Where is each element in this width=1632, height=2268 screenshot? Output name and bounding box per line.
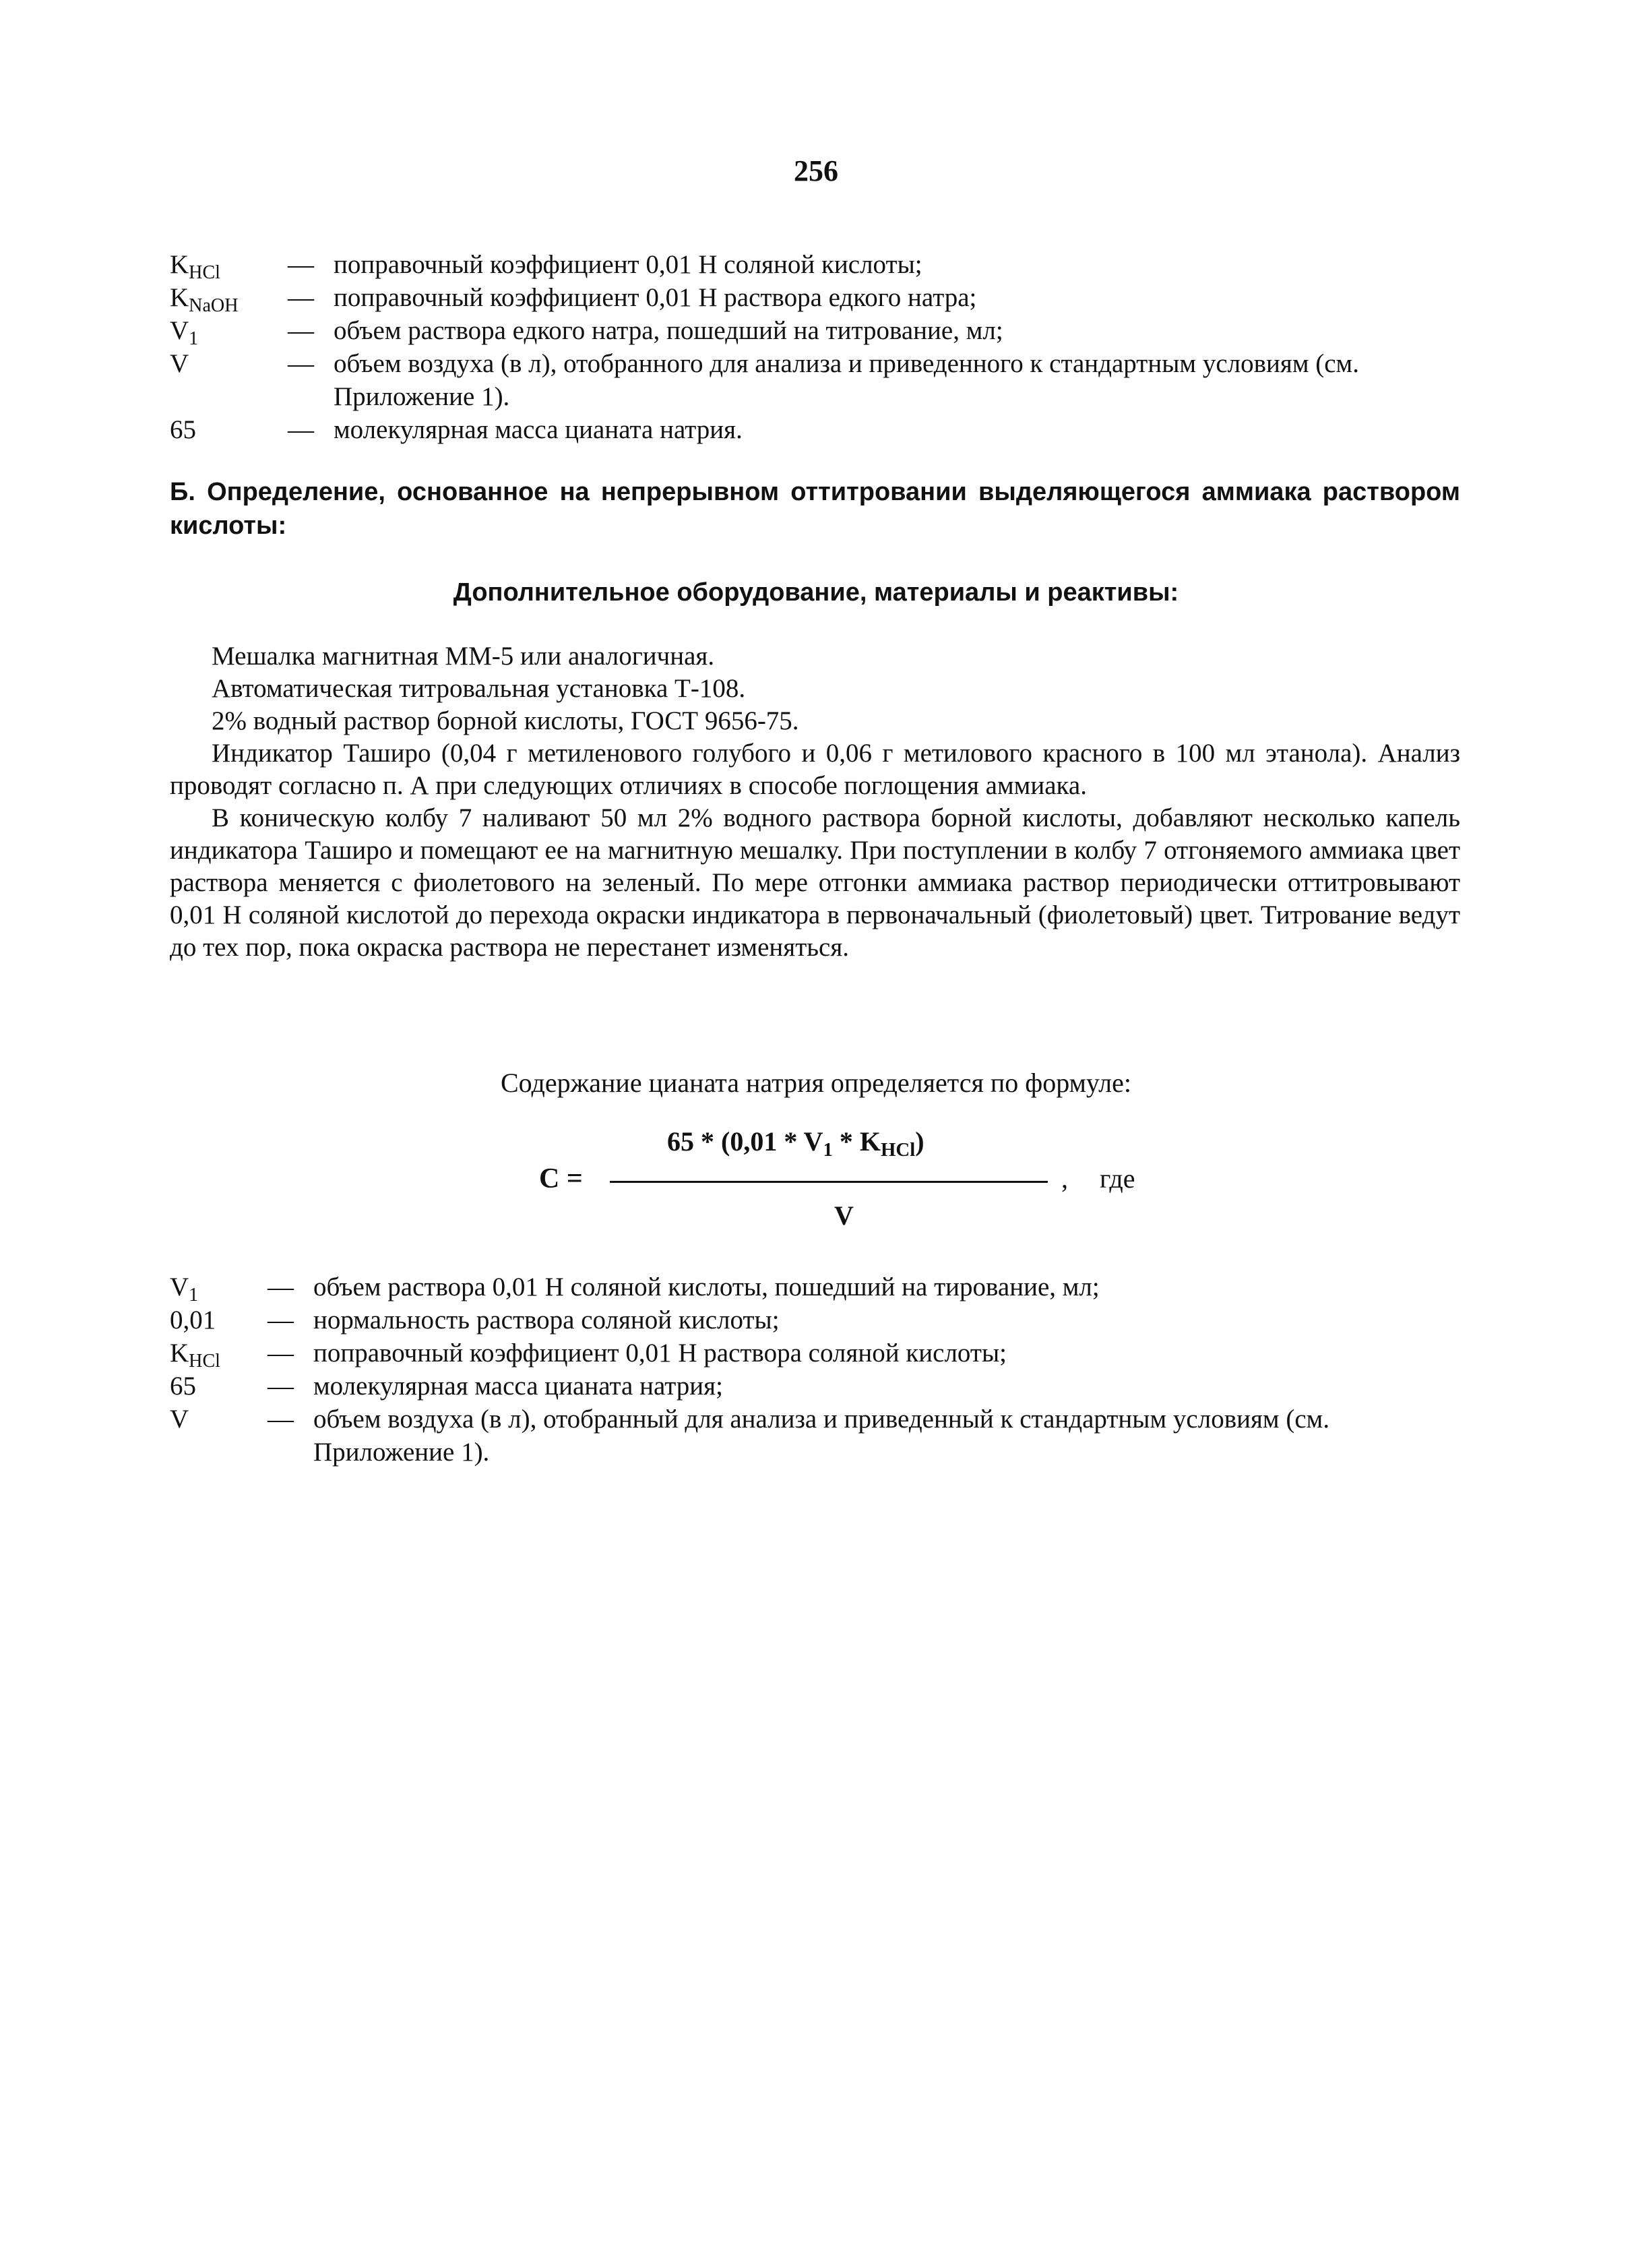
formula-lhs: C = [539,1163,583,1194]
definition-dash: — [268,1306,294,1335]
definition-row [170,1337,1450,1370]
formula-comma: , [1061,1163,1068,1194]
definition-row [170,1270,1450,1304]
definition-row [170,1403,1450,1469]
equipment-heading: Дополнительное оборудование, материалы и реактивы: [453,578,1179,607]
definition-text: объем воздуха (в л), отобранный для анализа и приведенный к стандартным условиям (см. Приложение 1). [313,1405,1330,1467]
definition-text: объем раствора 0,01 Н соляной кислоты, пошедший на тирование, мл; [313,1273,1100,1301]
paragraph: Мешалка магнитная ММ-5 или аналогичная. [212,642,715,671]
formula-where: где [1100,1163,1135,1194]
section-b-heading: Б. Определение, основанное на непрерывном оттитровании выделяющегося аммиака раствором кислоты: [170,478,1460,540]
formula [0,1126,1632,1240]
definition-row [170,248,1450,281]
definition-symbol: V [170,1405,189,1434]
definition-text: нормальность раствора соляной кислоты; [313,1306,780,1335]
definition-dash: — [288,349,314,378]
definition-symbol: 65 [170,1372,196,1401]
definition-dash: — [288,316,314,345]
definition-row [170,413,1450,446]
definition-dash: — [288,283,314,312]
formula-intro: Содержание цианата натрия определяется по формуле: [501,1068,1131,1098]
definition-symbol: V [170,349,189,378]
definition-text: молекулярная масса цианата натрия. [334,415,743,444]
page-number: 256 [794,154,838,187]
definition-dash: — [288,415,314,444]
paragraph: В коническую колбу 7 наливают 50 мл 2% водного раствора борной кислоты, добавляют несколько капель индикатора Таширо и помещают ее на магнитную мешалку. При поступлении в колбу 7 отгоняемого аммиака цвет раствора меняется с фиолетового на зеленый. По мере отгонки аммиака раствор периодически оттитровывают 0,01 Н соляной кислотой до перехода окраски индикатора в первоначальный (фиолетовый) цвет. Титрование ведут до тех пор, пока окраска раствора не перестанет изменяться. [170,803,1460,962]
definition-text: объем раствора едкого натра, пошедший на титрование, мл; [334,316,1003,345]
definition-row [170,347,1450,413]
bottom-definition-list [170,1270,1450,1469]
definition-dash: — [268,1273,294,1301]
definition-row [170,1370,1450,1403]
definition-row [170,314,1450,347]
body-text [170,640,1460,964]
definition-symbol: $K_{HCl}$ [170,1339,220,1372]
paragraph: Автоматическая титровальная установка Т-108. [212,674,746,703]
definition-symbol: 65 [170,415,196,444]
definition-symbol: 0,01 [170,1306,216,1335]
formula-numerator: $65 * (0,01 * V_1 * K_{HCl})$ [667,1126,924,1161]
definition-text: поправочный коэффициент 0,01 Н соляной кислоты; [334,250,922,279]
definition-dash: — [268,1339,294,1368]
fraction-bar [610,1181,1048,1183]
top-definition-list [170,248,1450,446]
definition-text: поправочный коэффициент 0,01 Н раствора едкого натра; [334,283,977,312]
definition-dash: — [268,1405,294,1434]
definition-text: объем воздуха (в л), отобранного для анализа и приведенного к стандартным условиям (см. Приложение 1). [334,349,1359,411]
paragraph: Индикатор Таширо (0,04 г метиленового голубого и 0,06 г метилового красного в 100 мл этанола). Анализ проводят согласно п. А при следующих отличиях в способе поглощения аммиака. [170,739,1460,800]
definition-symbol: $V_1$ [170,1273,199,1306]
definition-text: поправочный коэффициент 0,01 Н раствора соляной кислоты; [313,1339,1007,1368]
formula-denominator: V [834,1200,854,1231]
definition-symbol: $V_1$ [170,316,199,349]
definition-symbol: $K_{NaOH}$ [170,283,239,316]
definition-symbol: $K_{HCl}$ [170,250,220,283]
paragraph: 2% водный раствор борной кислоты, ГОСТ 9656-75. [212,706,799,735]
definition-dash: — [288,250,314,279]
definition-text: молекулярная масса цианата натрия; [313,1372,723,1401]
definition-dash: — [268,1372,294,1401]
definition-row [170,281,1450,314]
definition-row [170,1304,1450,1337]
